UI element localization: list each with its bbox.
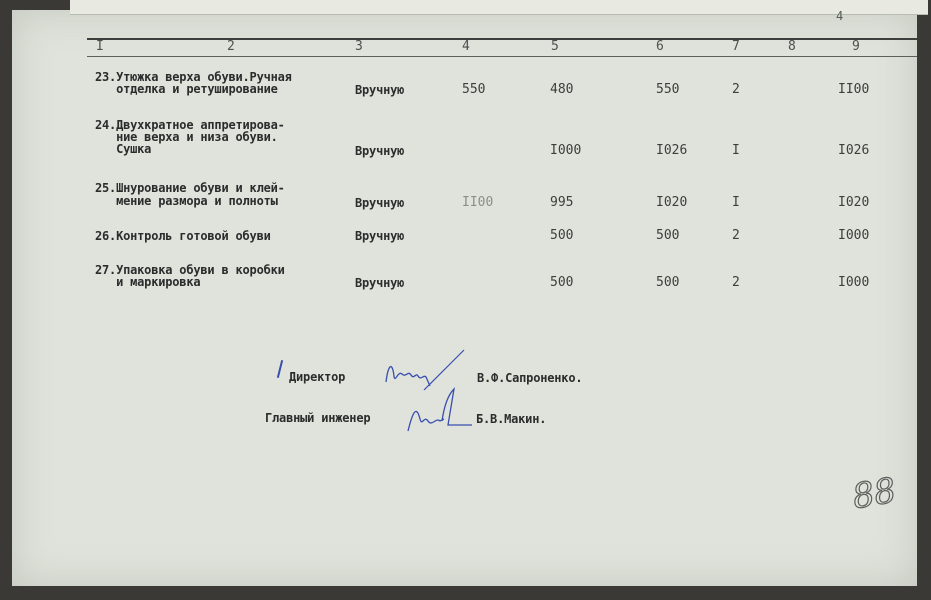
cell-col6: 500 bbox=[656, 228, 680, 243]
director-title: Директор bbox=[289, 370, 346, 384]
cell-col4: 550 bbox=[462, 82, 486, 97]
cell-col9: I020 bbox=[838, 195, 870, 210]
cell-col5: 500 bbox=[550, 228, 574, 243]
operation-text: 24.Двухкратное аппретирова- bbox=[95, 118, 285, 132]
handwritten-page-mark-text: 88 bbox=[849, 470, 900, 518]
cell-col5: I000 bbox=[550, 143, 582, 158]
cell-col7: I bbox=[732, 143, 740, 158]
cell-col6: I020 bbox=[656, 195, 688, 210]
column-header-9: 9 bbox=[852, 39, 860, 54]
operation-text: и маркировка bbox=[95, 275, 201, 289]
column-header-5: 5 bbox=[551, 39, 559, 54]
operation-text: 27.Упаковка обуви в коробки bbox=[95, 263, 285, 277]
cell-col7: I bbox=[732, 195, 740, 210]
operation-text: 23.Утюжка верха обуви.Ручная bbox=[95, 70, 292, 84]
chief-engineer-name: Б.В.Макин. bbox=[476, 412, 547, 426]
operation-text: мение размора и полноты bbox=[95, 194, 278, 208]
cell-col6: 500 bbox=[656, 275, 680, 290]
cell-col7: 2 bbox=[732, 82, 740, 97]
column-header-1: I bbox=[96, 39, 104, 54]
header-bottom-rule bbox=[87, 56, 917, 57]
method-cell: Вручную bbox=[355, 144, 405, 158]
cell-col4: II00 bbox=[462, 195, 494, 210]
cell-col7: 2 bbox=[732, 228, 740, 243]
column-header-7: 7 bbox=[732, 39, 740, 54]
cell-col9: I000 bbox=[838, 228, 870, 243]
operation-text: Сушка bbox=[95, 142, 152, 156]
method-cell: Вручную bbox=[355, 276, 405, 290]
column-header-4: 4 bbox=[462, 39, 470, 54]
cell-col9: I026 bbox=[838, 143, 870, 158]
column-header-3: 3 bbox=[355, 39, 363, 54]
cell-col6: 550 bbox=[656, 82, 680, 97]
cell-col6: I026 bbox=[656, 143, 688, 158]
method-cell: Вручную bbox=[355, 196, 405, 210]
previous-page-edge bbox=[70, 0, 928, 15]
cell-col7: 2 bbox=[732, 275, 740, 290]
operation-text: отделка и ретуширование bbox=[95, 82, 278, 96]
operation-text: 25.Шнурование обуви и клей- bbox=[95, 181, 285, 195]
operation-text: 26.Контроль готовой обуви bbox=[95, 229, 271, 243]
column-header-6: 6 bbox=[656, 39, 664, 54]
chief-engineer-signature bbox=[402, 385, 482, 440]
chief-engineer-title: Главный инженер bbox=[265, 411, 371, 425]
director-name: В.Ф.Сапроненко. bbox=[477, 371, 583, 385]
column-header-8: 8 bbox=[788, 39, 796, 54]
cell-col9: I000 bbox=[838, 275, 870, 290]
cell-col9: II00 bbox=[838, 82, 870, 97]
column-header-2: 2 bbox=[227, 39, 235, 54]
operation-text: ние верха и низа обуви. bbox=[95, 130, 278, 144]
method-cell: Вручную bbox=[355, 229, 405, 243]
method-cell: Вручную bbox=[355, 83, 405, 97]
page-number: 4 bbox=[836, 9, 844, 23]
cell-col5: 480 bbox=[550, 82, 574, 97]
cell-col5: 995 bbox=[550, 195, 574, 210]
cell-col5: 500 bbox=[550, 275, 574, 290]
handwritten-page-mark bbox=[848, 466, 900, 518]
